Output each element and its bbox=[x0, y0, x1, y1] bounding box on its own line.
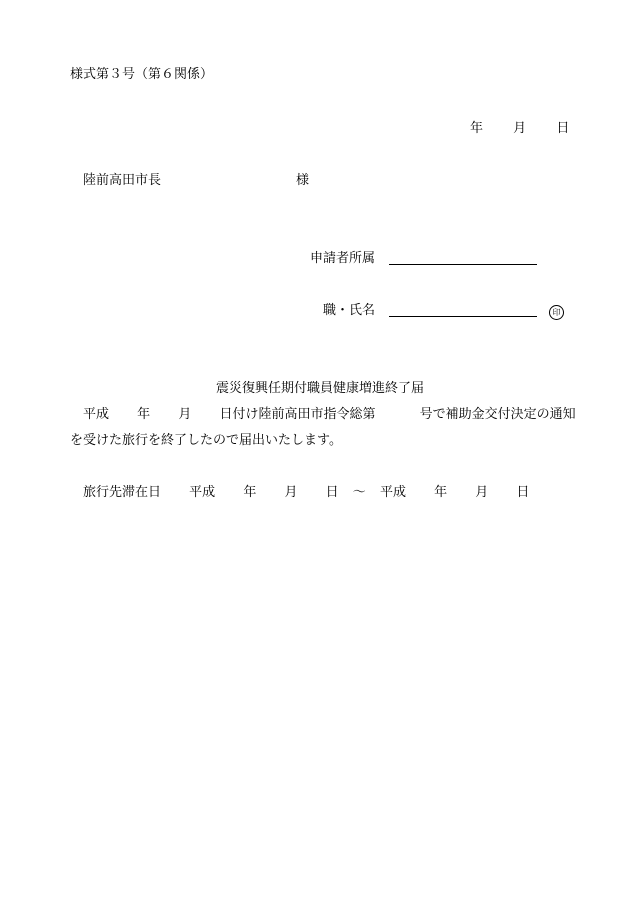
travel-to-era: 平成 bbox=[379, 485, 406, 500]
title-name-label: 職・氏名 bbox=[323, 303, 376, 318]
travel-to-day: 日 bbox=[516, 485, 530, 500]
travel-label: 旅行先滞在日 bbox=[83, 485, 162, 500]
title-name-field[interactable] bbox=[389, 302, 537, 323]
travel-to-year: 年 bbox=[434, 485, 448, 500]
body-line-1 bbox=[83, 406, 576, 424]
affiliation-label: 申請者所属 bbox=[310, 251, 376, 266]
form-number: 様式第３号（第６関係） bbox=[70, 67, 214, 82]
date-month: 月 bbox=[513, 121, 527, 136]
affiliation-field[interactable] bbox=[389, 250, 537, 271]
body-month: 月 bbox=[178, 407, 192, 422]
addressee-honorific: 様 bbox=[296, 173, 310, 188]
travel-to-month: 月 bbox=[475, 485, 489, 500]
body-year: 年 bbox=[137, 407, 151, 422]
seal-icon: 印 bbox=[549, 303, 564, 321]
travel-line bbox=[83, 484, 529, 502]
date-year: 年 bbox=[470, 121, 484, 136]
travel-from-month: 月 bbox=[284, 485, 298, 500]
travel-separator: ～ bbox=[352, 485, 366, 500]
travel-from-era: 平成 bbox=[189, 485, 216, 500]
document-title: 震災復興任期付職員健康増進終了届 bbox=[216, 381, 425, 396]
body-line-2: を受けた旅行を終了したので届出いたします。 bbox=[70, 433, 342, 448]
travel-from-year: 年 bbox=[243, 485, 257, 500]
body-text-2: 号で補助金交付決定の通知 bbox=[419, 407, 576, 422]
date-line bbox=[470, 120, 569, 138]
travel-from-day: 日 bbox=[325, 485, 339, 500]
date-day: 日 bbox=[556, 121, 570, 136]
body-text-1: 日付け陸前高田市指令総第 bbox=[219, 407, 376, 422]
addressee-name: 陸前高田市長 bbox=[83, 173, 162, 188]
body-era: 平成 bbox=[83, 407, 110, 422]
